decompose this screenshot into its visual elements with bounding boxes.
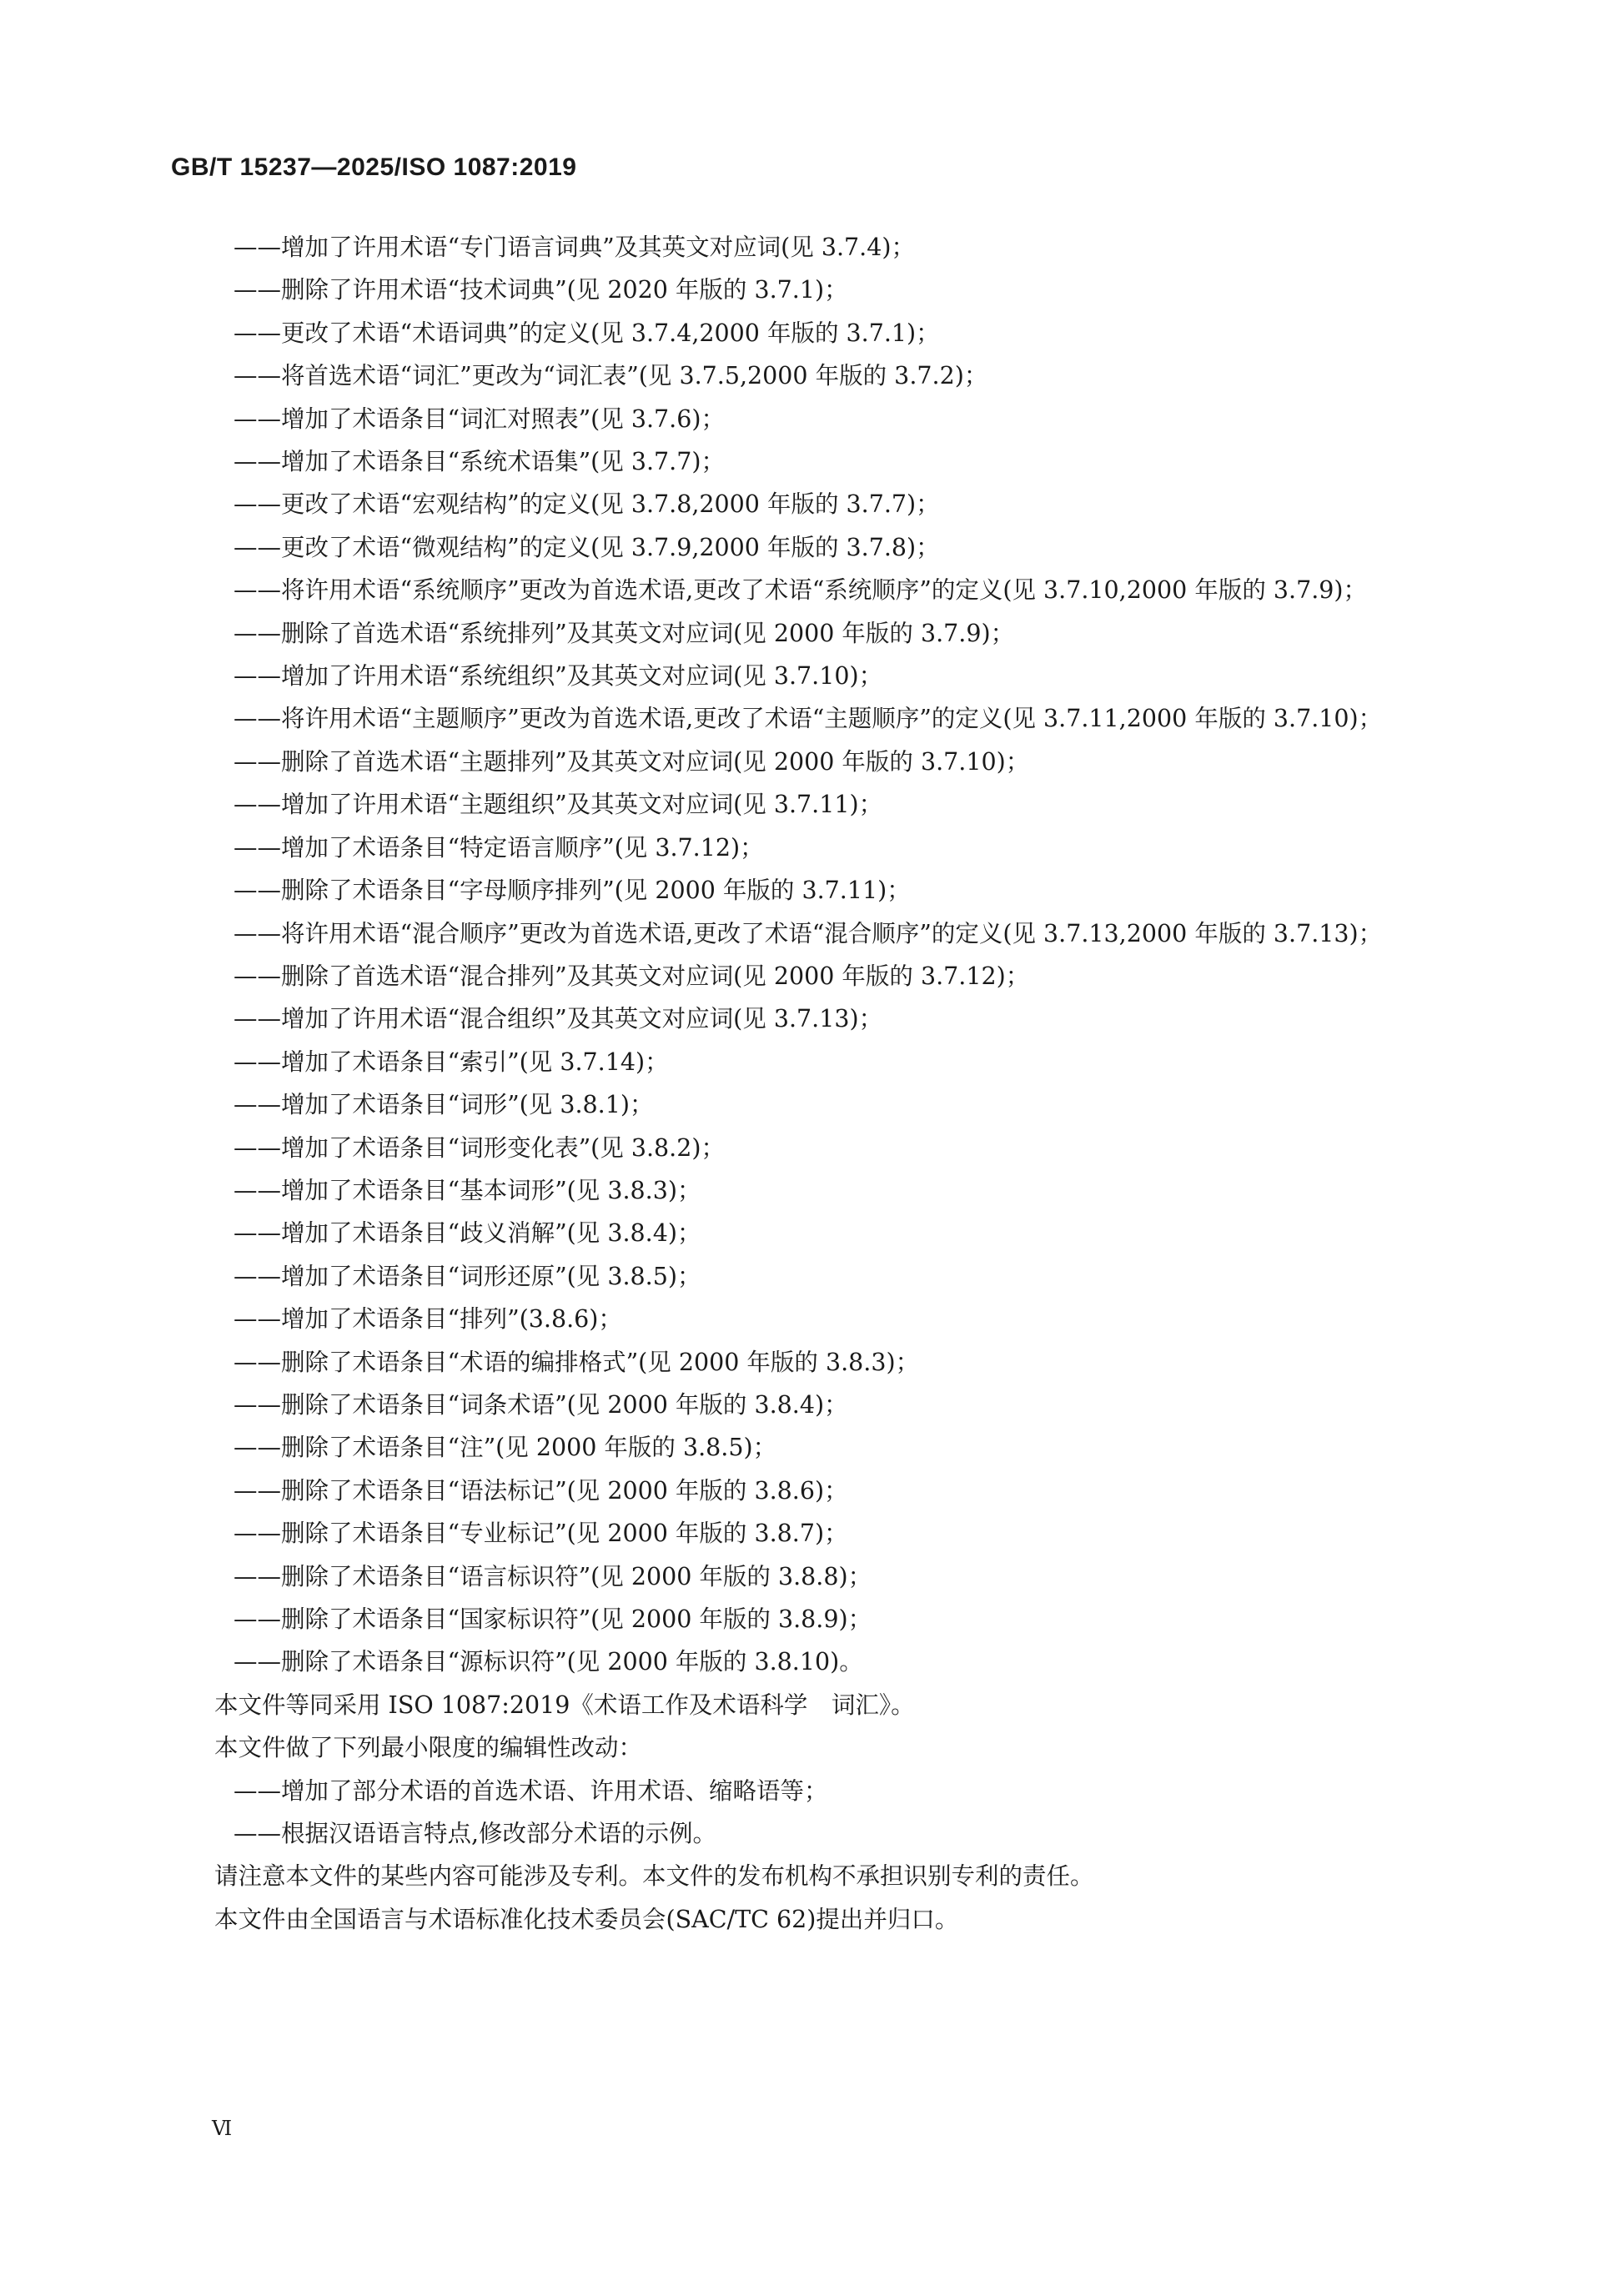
list-item: ——将许用术语“混合顺序”更改为首选术语,更改了术语“混合顺序”的定义(见 3.7.13,2000 年版的 3.7.13)； bbox=[234, 919, 1383, 947]
editorial-list bbox=[234, 1770, 1435, 1856]
list-item: ——删除了术语条目“源标识符”(见 2000 年版的 3.8.10)。 bbox=[234, 1648, 863, 1676]
list-item: ——更改了术语“微观结构”的定义(见 3.7.9,2000 年版的 3.7.8)； bbox=[234, 533, 940, 561]
foreword-content bbox=[214, 226, 1435, 1941]
list-item: ——删除了术语条目“术语的编排格式”(见 2000 年版的 3.8.3)； bbox=[234, 1348, 920, 1376]
editorial-intro: 本文件做了下列最小限度的编辑性改动： bbox=[214, 1734, 643, 1762]
list-item: ——将许用术语“主题顺序”更改为首选术语,更改了术语“主题顺序”的定义(见 3.7.11,2000 年版的 3.7.10)； bbox=[234, 705, 1383, 733]
proposer-statement: 本文件由全国语言与术语标准化技术委员会(SAC/TC 62)提出并归口。 bbox=[214, 1905, 959, 1933]
list-item: ——增加了许用术语“混合组织”及其英文对应词(见 3.7.13)； bbox=[234, 1005, 883, 1033]
patent-notice: 请注意本文件的某些内容可能涉及专利。本文件的发布机构不承担识别专利的责任。 bbox=[214, 1862, 1094, 1891]
list-item: ——将首选术语“词汇”更改为“词汇表”(见 3.7.5,2000 年版的 3.7.2)； bbox=[234, 362, 988, 390]
list-item: ——删除了术语条目“语法标记”(见 2000 年版的 3.8.6)； bbox=[234, 1476, 848, 1505]
list-item: ——增加了术语条目“基本词形”(见 3.8.3)； bbox=[234, 1176, 701, 1204]
list-item: ——删除了许用术语“技术词典”(见 2020 年版的 3.7.1)； bbox=[234, 276, 848, 304]
list-item: ——删除了术语条目“专业标记”(见 2000 年版的 3.8.7)； bbox=[234, 1520, 848, 1548]
list-item: ——增加了许用术语“系统组织”及其英文对应词(见 3.7.10)； bbox=[234, 662, 883, 691]
list-item: ——增加了术语条目“词形变化表”(见 3.8.2)； bbox=[234, 1133, 725, 1162]
list-item: ——增加了术语条目“特定语言顺序”(见 3.7.12)； bbox=[234, 833, 764, 862]
list-item: ——增加了许用术语“专门语言词典”及其英文对应词(见 3.7.4)； bbox=[234, 234, 915, 261]
list-item: ——根据汉语语言特点,修改部分术语的示例。 bbox=[234, 1820, 717, 1848]
list-item: ——增加了部分术语的首选术语、许用术语、缩略语等； bbox=[234, 1776, 828, 1805]
list-item: ——增加了术语条目“系统术语集”(见 3.7.7)； bbox=[234, 448, 725, 476]
list-item: ——增加了术语条目“词汇对照表”(见 3.7.6)； bbox=[234, 404, 725, 433]
list-item: ——增加了术语条目“歧义消解”(见 3.8.4)； bbox=[234, 1219, 701, 1248]
page-number: Ⅵ bbox=[212, 2117, 233, 2140]
list-item: ——更改了术语“宏观结构”的定义(见 3.7.8,2000 年版的 3.7.7)； bbox=[234, 490, 940, 519]
list-item: ——删除了术语条目“国家标识符”(见 2000 年版的 3.8.9)； bbox=[234, 1605, 872, 1633]
list-item: ——增加了许用术语“主题组织”及其英文对应词(见 3.7.11)； bbox=[234, 791, 883, 819]
list-item: ——删除了首选术语“主题排列”及其英文对应词(见 2000 年版的 3.7.10)； bbox=[234, 747, 1030, 776]
change-list bbox=[234, 226, 1435, 1684]
list-item: ——增加了术语条目“排列”(3.8.6)； bbox=[234, 1305, 622, 1334]
list-item: ——删除了首选术语“混合排列”及其英文对应词(见 2000 年版的 3.7.12)； bbox=[234, 962, 1030, 990]
list-item: ——增加了术语条目“词形还原”(见 3.8.5)； bbox=[234, 1262, 701, 1290]
adoption-statement: 本文件等同采用 ISO 1087:2019《术语工作及术语科学 词汇》。 bbox=[214, 1691, 915, 1719]
document-code-header: GB/T 15237—2025/ISO 1087:2019 bbox=[171, 153, 577, 181]
list-item: ——删除了首选术语“系统排列”及其英文对应词(见 2000 年版的 3.7.9)； bbox=[234, 619, 1015, 647]
list-item: ——删除了术语条目“注”(见 2000 年版的 3.8.5)； bbox=[234, 1434, 777, 1462]
list-item: ——删除了术语条目“语言标识符”(见 2000 年版的 3.8.8)； bbox=[234, 1562, 872, 1590]
list-item: ——增加了术语条目“词形”(见 3.8.1)； bbox=[234, 1091, 654, 1119]
list-item: ——删除了术语条目“字母顺序排列”(见 2000 年版的 3.7.11)； bbox=[234, 877, 911, 905]
list-item: ——增加了术语条目“索引”(见 3.7.14)； bbox=[234, 1048, 669, 1076]
list-item: ——删除了术语条目“词条术语”(见 2000 年版的 3.8.4)； bbox=[234, 1390, 848, 1419]
list-item: ——更改了术语“术语词典”的定义(见 3.7.4,2000 年版的 3.7.1)； bbox=[234, 319, 940, 347]
list-item: ——将许用术语“系统顺序”更改为首选术语,更改了术语“系统顺序”的定义(见 3.7.10,2000 年版的 3.7.9)； bbox=[234, 576, 1368, 605]
